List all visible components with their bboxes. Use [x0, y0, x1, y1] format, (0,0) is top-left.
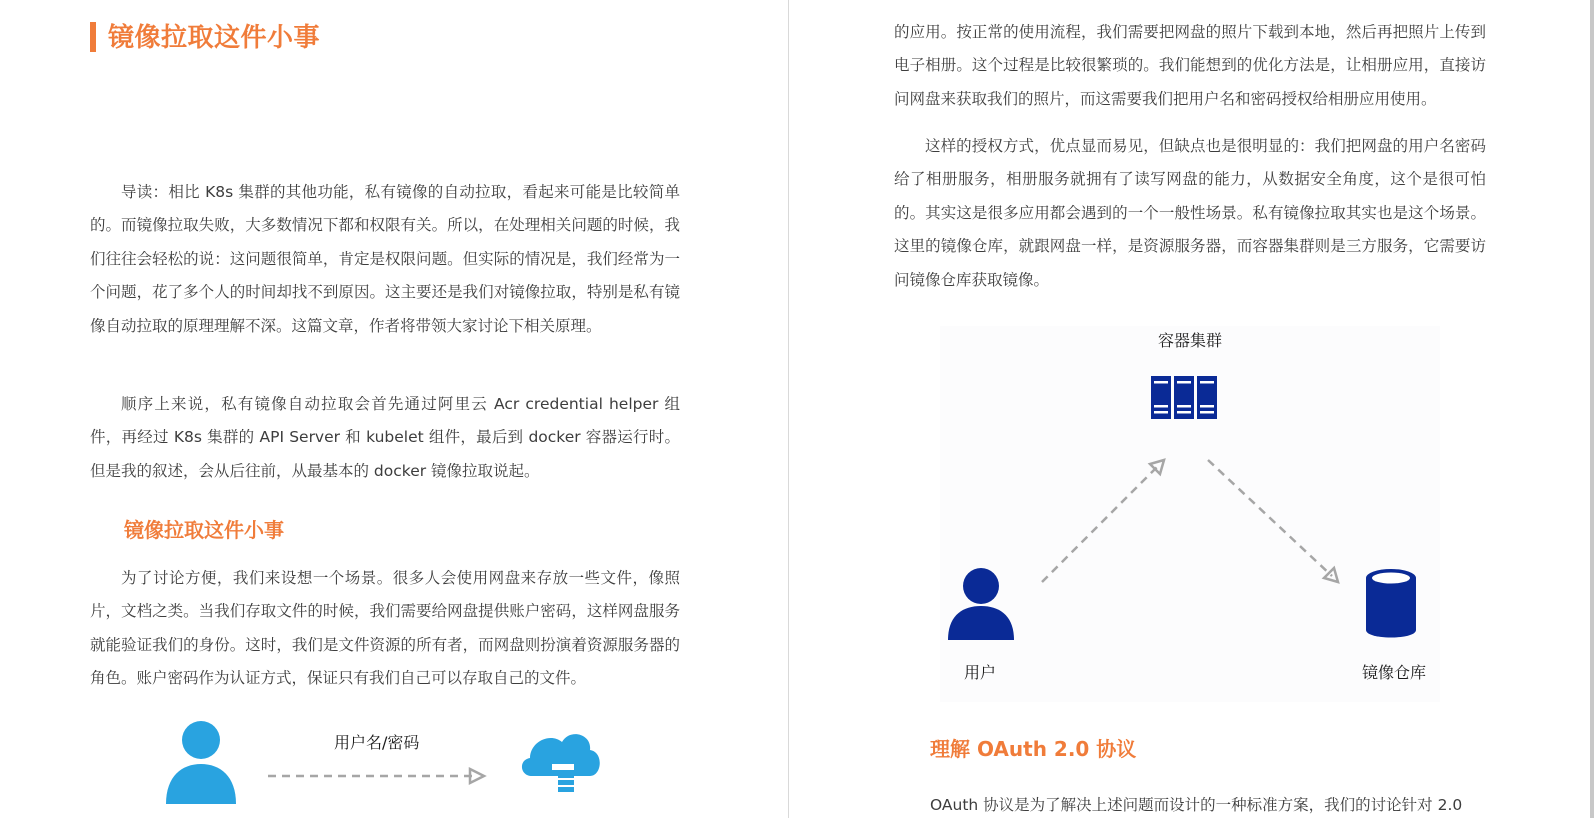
scenario-paragraph: 为了讨论方便，我们来设想一个场景。很多人会使用网盘来存放一些文件，像照片，文档之类。当我们存取文件的时候，我们需要给网盘提供账户密码，这样网盘服务就能验证我们的身份。这时，我们是文件资源的所有者，而网盘则扮演着资源服务器的角色。账户密码作为认证方式，保证只有我们自己可以存取自己的文件。 — [90, 569, 680, 688]
database-icon — [1366, 569, 1416, 638]
user-icon — [948, 568, 1014, 640]
authorization-paragraph: 这样的授权方式，优点显而易见，但缺点也是很明显的：我们把网盘的用户名密码给了相册服务，相册服务就拥有了读写网盘的能力，从数据安全角度，这个是很可怕的。其实这是很多应用都会遇到的一个一般性场景。私有镜像拉取其实也是这个场景。这里的镜像仓库，就跟网盘一样，是资源服务器，而容器集群则是三方服务，它需要访问镜像仓库获取镜像。 — [894, 137, 1486, 289]
registry-label: 镜像仓库 — [1362, 663, 1427, 682]
credential-label: 用户名/密码 — [334, 733, 420, 752]
continuation-paragraph: 的应用。按正常的使用流程，我们需要把网盘的照片下载到本地，然后再把照片上传到电子相册。这个过程是比较很繁琐的。我们能想到的优化方法是，让相册应用，直接访问网盘来获取我们的照片，而这需要我们把用户名和密码授权给相册应用使用。 — [894, 23, 1486, 108]
cluster-label: 容器集群 — [1158, 331, 1223, 350]
title-accent-bar — [90, 22, 96, 52]
user-label: 用户 — [964, 663, 997, 682]
user-icon — [166, 721, 236, 804]
page-edge — [1590, 0, 1594, 818]
oauth-scenario-diagram — [940, 326, 1440, 702]
section-heading-left: 镜像拉取这件小事 — [124, 518, 284, 542]
intro-paragraph: 导读：相比 K8s 集群的其他功能，私有镜像的自动拉取，看起来可能是比较简单的。而镜像拉取失败，大多数情况下都和权限有关。所以，在处理相关问题的时候，我们往往会轻松的说：这问题很简单，肯定是权限问题。但实际的情况是，我们经常为一个问题，花了多个人的时间却找不到原因。这主要还是我们对镜像拉取，特别是私有镜像自动拉取的原理理解不深。这篇文章，作者将带领大家讨论下相关原理。 — [90, 183, 680, 335]
auth-diagram — [160, 718, 620, 818]
page-title: 镜像拉取这件小事 — [108, 23, 321, 53]
order-paragraph: 顺序上来说，私有镜像自动拉取会首先通过阿里云 Acr credential helper 组件，再经过 K8s 集群的 API Server 和 kubelet 组件，最后到 docker 容器运行时。但是我的叙述，会从后往前，从最基本的 docker 镜像拉取说起。 — [90, 395, 680, 480]
section-heading-right: 理解 OAuth 2.0 协议 — [930, 737, 1137, 761]
oauth-paragraph: OAuth 协议是为了解决上述问题而设计的一种标准方案，我们的讨论针对 2.0 — [930, 796, 1463, 814]
dashed-arrow — [268, 769, 484, 783]
dashed-arrow-cluster-to-registry — [1208, 460, 1338, 582]
cloud-storage-icon — [522, 734, 600, 792]
page-divider — [788, 0, 789, 818]
dashed-arrow-user-to-cluster — [1042, 460, 1164, 582]
server-cluster-icon — [1151, 376, 1217, 419]
